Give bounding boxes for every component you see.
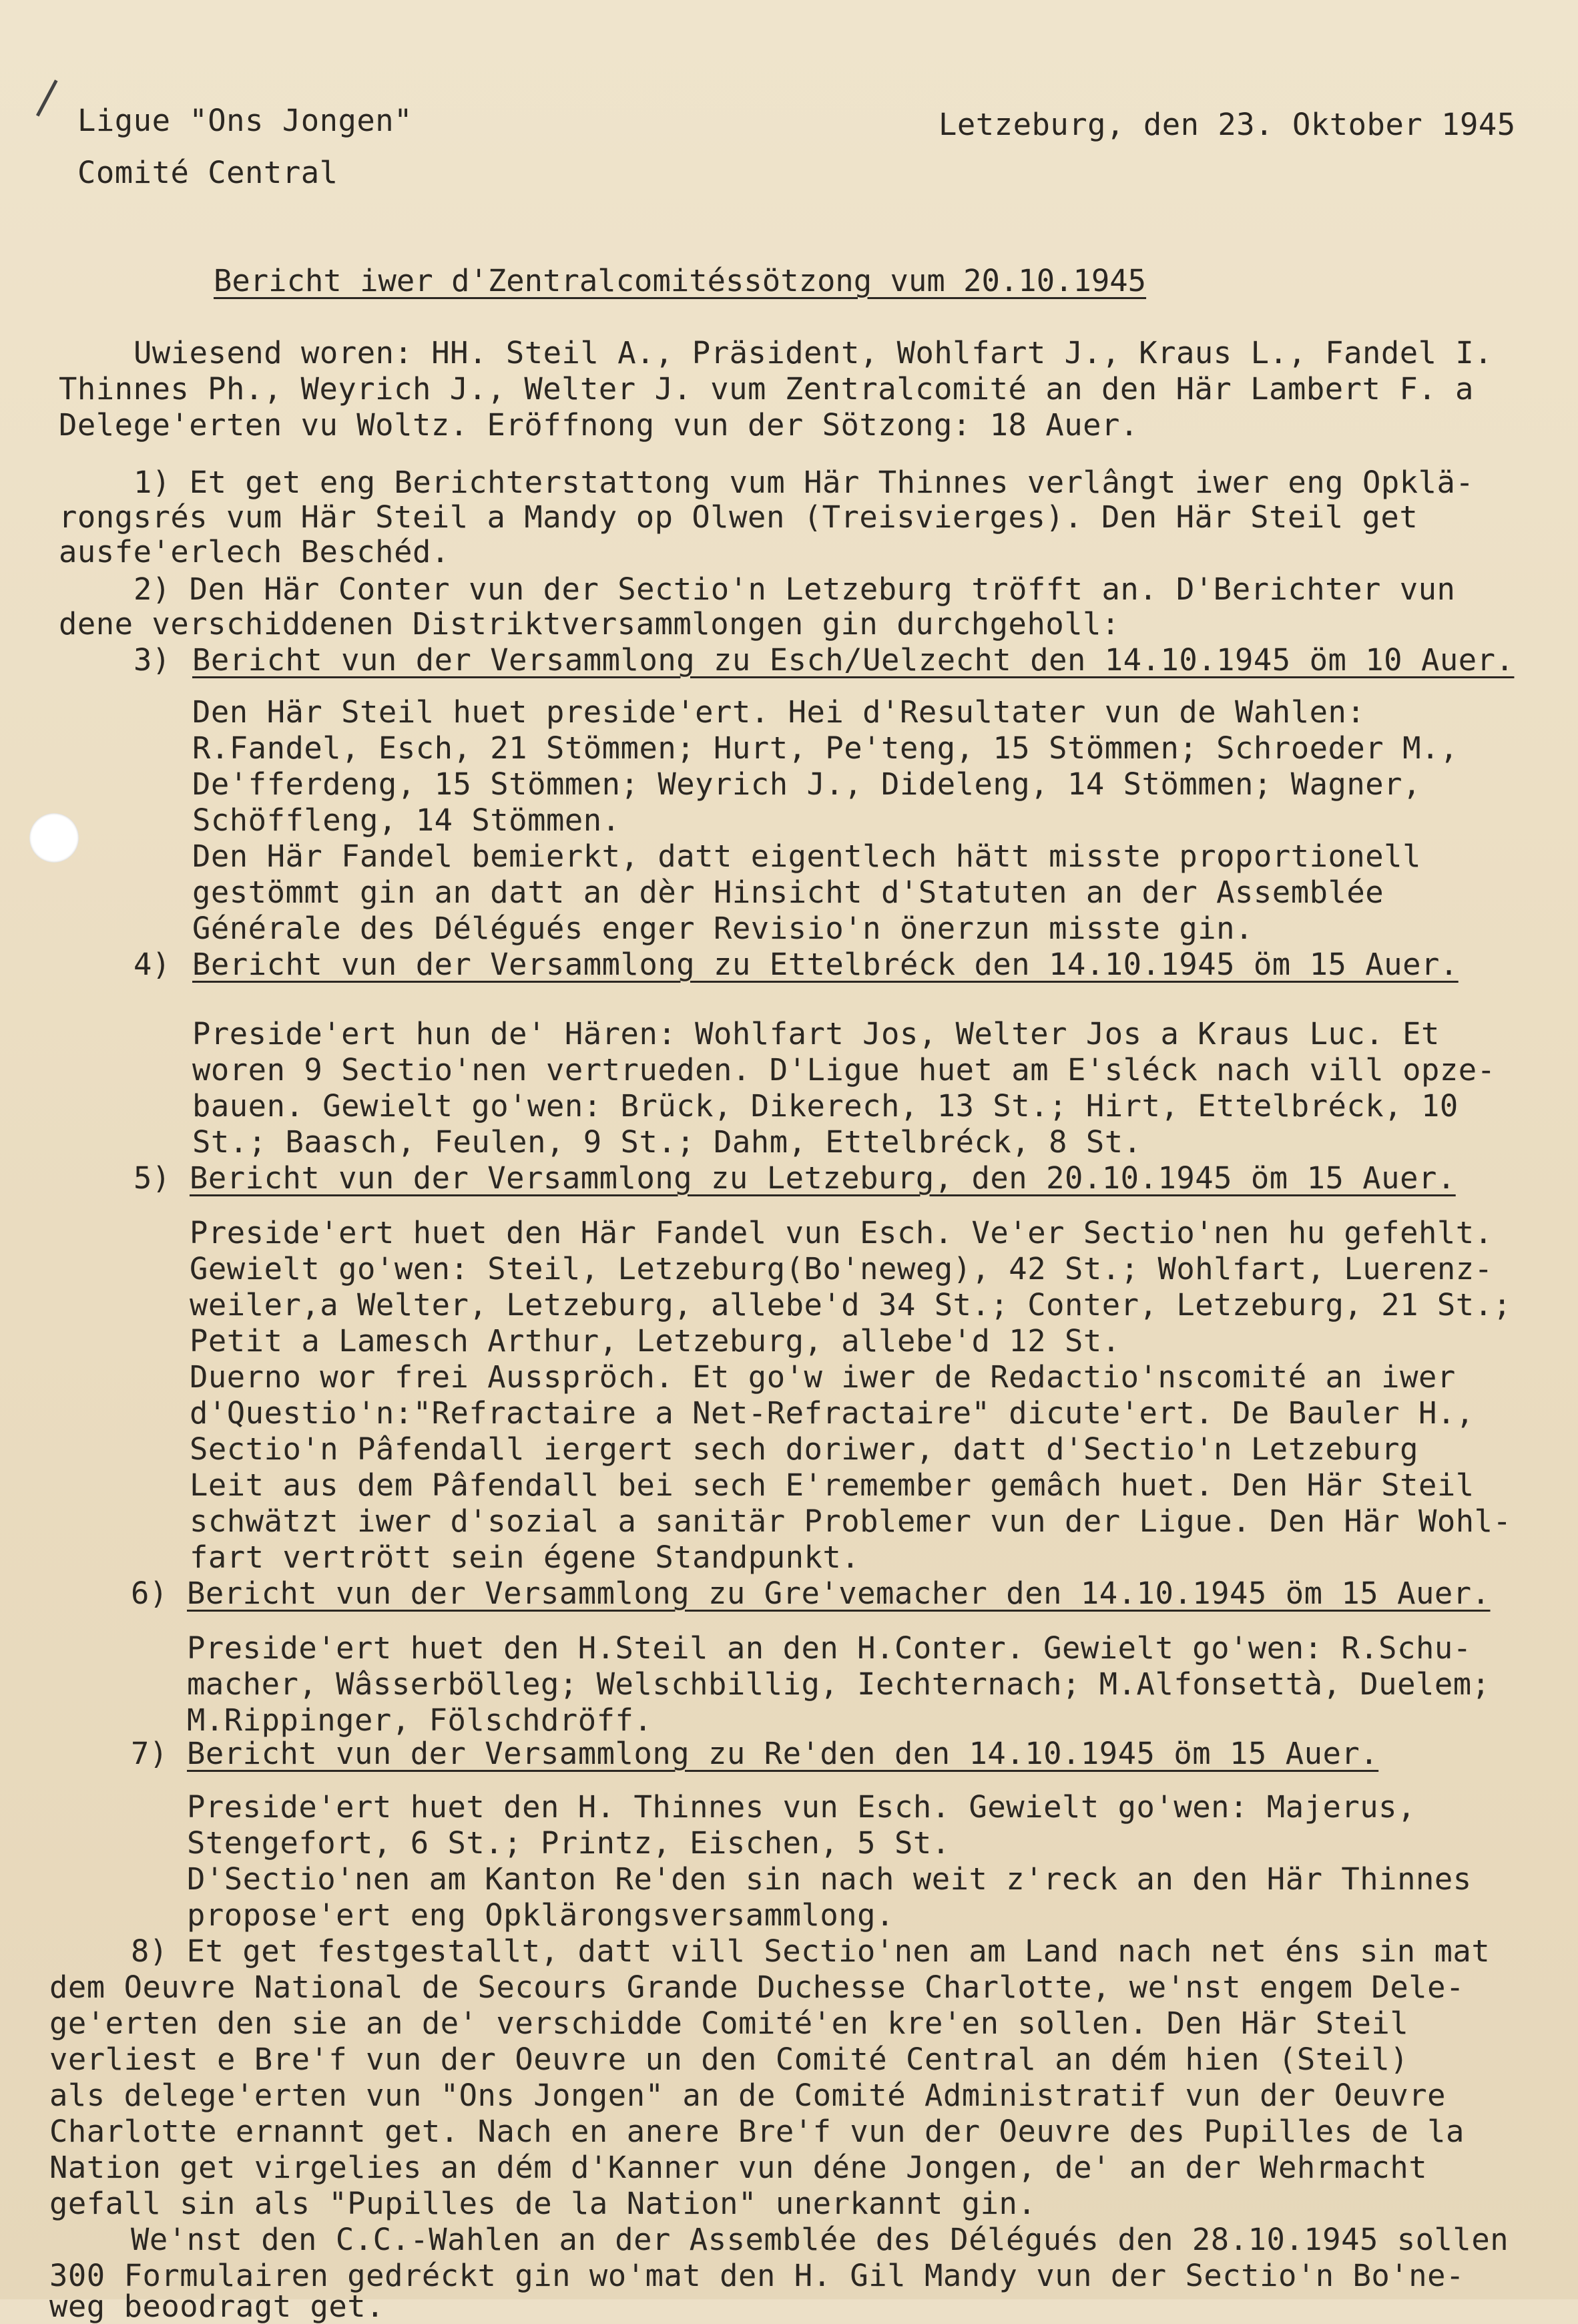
item-8-text: gefall sin als "Pupilles de la Nation" unerkannt gin. <box>49 2186 1037 2221</box>
document-title: Bericht iwer d'Zentralcomitéssötzong vum 20.10.1945 <box>214 263 1147 298</box>
punch-hole <box>29 813 79 863</box>
item-4-number: 4) <box>134 947 171 982</box>
item-8-text: als delege'erten vun "Ons Jongen" an de Comité Administratif vun der Oeuvre <box>49 2078 1446 2113</box>
pencil-mark <box>36 79 75 126</box>
item-5-text: Duerno wor frei Ausspröch. Et go'w iwer de Redactio'nscomité an iwer <box>190 1359 1456 1395</box>
item-5-text: weiler,a Welter, Letzeburg, allebe'd 34 St.; Conter, Letzeburg, 21 St.; <box>190 1287 1512 1323</box>
item-5-text: d'Questio'n:"Refractaire a Net-Refractaire" dicute'ert. De Bauler H., <box>190 1395 1475 1431</box>
item-2-line-2: dene verschiddenen Distriktversammlongen gin durchgeholl: <box>59 606 1120 642</box>
item-5-number: 5) <box>134 1160 171 1196</box>
item-7-heading: Bericht vun der Versammlong zu Re'den den 14.10.1945 öm 15 Auer. <box>187 1736 1379 1771</box>
item-8-text: Nation get virgelies an dém d'Kanner vun déne Jongen, de' an der Wehrmacht <box>49 2150 1428 2185</box>
item-3-text: Générale des Délégués enger Revisio'n önerzun misste gin. <box>192 911 1254 946</box>
item-5-text: fart vertrött sein égene Standpunkt. <box>190 1540 860 1575</box>
item-3-text: De'fferdeng, 15 Stömmen; Weyrich J., Dideleng, 14 Stömmen; Wagner, <box>192 766 1421 802</box>
item-4-text: St.; Baasch, Feulen, 9 St.; Dahm, Ettelbréck, 8 St. <box>192 1124 1142 1160</box>
item-3-text: Den Här Fandel bemierkt, datt eigentlech hätt misste proportionell <box>192 839 1421 874</box>
item-5-heading: Bericht vun der Versammlong zu Letzeburg, den 20.10.1945 öm 15 Auer. <box>190 1160 1456 1196</box>
item-5-text: Gewielt go'wen: Steil, Letzeburg(Bo'neweg), 42 St.; Wohlfart, Luerenz- <box>190 1251 1493 1287</box>
org-name: Ligue "Ons Jongen" <box>77 103 413 138</box>
item-3-heading: Bericht vun der Versammlong zu Esch/Uelzecht den 14.10.1945 öm 10 Auer. <box>192 642 1515 678</box>
item-8-text: dem Oeuvre National de Secours Grande Duchesse Charlotte, we'nst engem Dele- <box>49 1969 1465 2005</box>
item-3-text: Schöffleng, 14 Stömmen. <box>192 802 621 838</box>
item-1-line-1: 1) Et get eng Berichterstattong vum Här Thinnes verlângt iwer eng Opklä- <box>134 465 1475 500</box>
item-6-text: Preside'ert huet den H.Steil an den H.Conter. Gewielt go'wen: R.Schu- <box>187 1630 1472 1666</box>
attendance-line-3: Delege'erten vu Woltz. Eröffnong vun der Sötzong: 18 Auer. <box>59 407 1139 443</box>
item-4-text: bauen. Gewielt go'wen: Brück, Dikerech, 13 St.; Hirt, Ettelbréck, 10 <box>192 1088 1459 1124</box>
org-committee: Comité Central <box>77 155 338 190</box>
item-2-line-1: 2) Den Här Conter vun der Sectio'n Letzeburg tröfft an. D'Berichter vun <box>134 571 1456 607</box>
item-1-line-3: ausfe'erlech Beschéd. <box>59 534 450 569</box>
item-8-text: verliest e Bre'f vun der Oeuvre un den Comité Central an dém hien (Steil) <box>49 2042 1409 2077</box>
attendance-line-2: Thinnes Ph., Weyrich J., Welter J. vum Zentralcomité an den Här Lambert F. a <box>59 371 1474 407</box>
item-7-text: propose'ert eng Opklärongsversammlong. <box>187 1897 894 1933</box>
item-7-text: Stengefort, 6 St.; Printz, Eischen, 5 St. <box>187 1825 951 1861</box>
item-6-text: M.Rippinger, Fölschdröff. <box>187 1702 653 1738</box>
item-8-text: We'nst den C.C.-Wahlen an der Assemblée des Délégués den 28.10.1945 sollen <box>131 2222 1509 2257</box>
item-4-text: woren 9 Sectio'nen vertrueden. D'Ligue huet am E'sléck nach vill opze- <box>192 1052 1496 1088</box>
item-8-text: 8) Et get festgestallt, datt vill Sectio'nen am Land nach net éns sin mat <box>131 1933 1491 1969</box>
item-7-text: Preside'ert huet den H. Thinnes vun Esch. Gewielt go'wen: Majerus, <box>187 1789 1416 1825</box>
item-3-text: gestömmt gin an datt an dèr Hinsicht d'Statuten an der Assemblée <box>192 875 1384 910</box>
item-5-text: Leit aus dem Pâfendall bei sech E'remember gemâch huet. Den Här Steil <box>190 1467 1475 1503</box>
item-8-text: 300 Formulairen gedréckt gin wo'mat den H. Gil Mandy vun der Sectio'n Bo'ne- <box>49 2258 1465 2293</box>
item-3-text: R.Fandel, Esch, 21 Stömmen; Hurt, Pe'teng, 15 Stömmen; Schroeder M., <box>192 730 1459 766</box>
item-5-text: Petit a Lamesch Arthur, Letzeburg, allebe'd 12 St. <box>190 1323 1121 1359</box>
item-7-number: 7) <box>131 1736 168 1771</box>
item-1-line-2: rongsrés vum Här Steil a Mandy op Olwen (Treisvierges). Den Här Steil get <box>59 499 1418 535</box>
item-6-text: macher, Wâsserbölleg; Welschbillig, Iechternach; M.Alfonsettà, Duelem; <box>187 1666 1491 1702</box>
item-6-number: 6) <box>131 1576 168 1611</box>
item-8-text: ge'erten den sie an de' verschidde Comité'en kre'en sollen. Den Här Steil <box>49 2006 1409 2041</box>
attendance-line-1: Uwiesend woren: HH. Steil A., Präsident, Wohlfart J., Kraus L., Fandel I. <box>134 335 1493 371</box>
item-5-text: Sectio'n Pâfendall iergert sech doriwer, datt d'Sectio'n Letzeburg <box>190 1431 1418 1467</box>
item-6-heading: Bericht vun der Versammlong zu Gre'vemacher den 14.10.1945 öm 15 Auer. <box>187 1576 1491 1611</box>
item-4-text: Preside'ert hun de' Hären: Wohlfart Jos, Welter Jos a Kraus Luc. Et <box>192 1016 1440 1052</box>
item-8-text: weg beoodragt get. <box>49 2289 385 2324</box>
item-3-text: Den Här Steil huet preside'ert. Hei d'Resultater vun de Wahlen: <box>192 694 1366 730</box>
place-date: Letzeburg, den 23. Oktober 1945 <box>939 107 1516 142</box>
item-4-heading: Bericht vun der Versammlong zu Ettelbréck den 14.10.1945 öm 15 Auer. <box>192 947 1459 982</box>
item-5-text: schwätzt iwer d'sozial a sanitär Problemer vun der Ligue. Den Här Wohl- <box>190 1503 1512 1539</box>
item-3-number: 3) <box>134 642 171 678</box>
item-5-text: Preside'ert huet den Här Fandel vun Esch. Ve'er Sectio'nen hu gefehlt. <box>190 1215 1493 1250</box>
item-7-text: D'Sectio'nen am Kanton Re'den sin nach weit z'reck an den Här Thinnes <box>187 1861 1472 1897</box>
item-8-text: Charlotte ernannt get. Nach en anere Bre'f vun der Oeuvre des Pupilles de la <box>49 2114 1465 2149</box>
